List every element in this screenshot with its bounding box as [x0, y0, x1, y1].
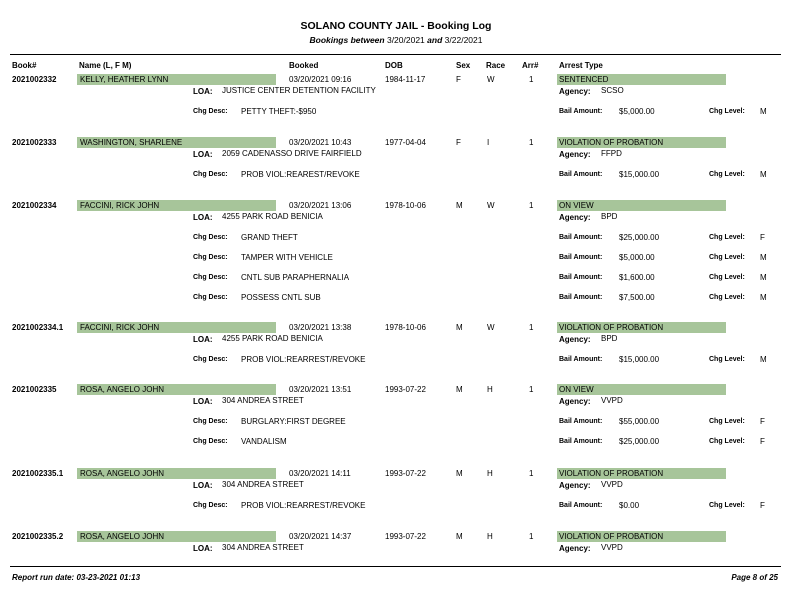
- end-date: 3/22/2021: [444, 35, 483, 45]
- book-number: 2021002335.2: [12, 532, 64, 541]
- col-book: Book#: [12, 61, 37, 70]
- arrest-count: 1: [529, 532, 534, 541]
- date-of-birth: 1977-04-04: [385, 138, 426, 147]
- page-number: Page 8 of 25: [731, 573, 778, 582]
- booked-time: 03/20/2021 13:38: [289, 323, 352, 332]
- bail-amount-label: Bail Amount:: [559, 502, 603, 509]
- bail-amount: $0.00: [619, 501, 640, 510]
- arrest-type: SENTENCED: [559, 75, 609, 84]
- arrest-count: 1: [529, 138, 534, 147]
- charge-level: F: [760, 501, 765, 510]
- charge-level: M: [760, 293, 767, 302]
- report-run-date: Report run date: 03-23-2021 01:13: [12, 573, 141, 582]
- loa-value: 304 ANDREA STREET: [222, 480, 304, 489]
- arrest-type: VIOLATION OF PROBATION: [559, 323, 664, 332]
- header-divider: [10, 54, 781, 55]
- charge-level: M: [760, 170, 767, 179]
- col-sex: Sex: [456, 61, 471, 70]
- chg-level-label: Chg Level:: [709, 294, 745, 301]
- loa-label: LOA:: [193, 150, 213, 159]
- chg-desc-label: Chg Desc:: [193, 438, 228, 445]
- sex-value: F: [456, 75, 461, 84]
- charge-description: CNTL SUB PARAPHERNALIA: [241, 273, 350, 282]
- bail-amount: $5,000.00: [619, 253, 655, 262]
- date-of-birth: 1978-10-06: [385, 201, 426, 210]
- chg-desc-label: Chg Desc:: [193, 356, 228, 363]
- sex-value: M: [456, 532, 463, 541]
- date-of-birth: 1984-11-17: [385, 75, 426, 84]
- arrest-type: VIOLATION OF PROBATION: [559, 532, 664, 541]
- agency-value: VVPD: [601, 543, 623, 552]
- charge-level: M: [760, 253, 767, 262]
- person-name: ROSA, ANGELO JOHN: [80, 469, 165, 478]
- arrest-type: VIOLATION OF PROBATION: [559, 138, 664, 147]
- subtitle-prefix: Bookings between: [309, 35, 385, 45]
- sex-value: M: [456, 323, 463, 332]
- charge-description: PROB VIOL:REARREST/REVOKE: [241, 501, 366, 510]
- arrest-count: 1: [529, 201, 534, 210]
- loa-label: LOA:: [193, 213, 213, 222]
- chg-level-label: Chg Level:: [709, 356, 745, 363]
- charge-description: PROB VIOL:REAREST/REVOKE: [241, 170, 360, 179]
- arrest-count: 1: [529, 385, 534, 394]
- chg-desc-label: Chg Desc:: [193, 418, 228, 425]
- chg-desc-label: Chg Desc:: [193, 108, 228, 115]
- person-name: ROSA, ANGELO JOHN: [80, 532, 165, 541]
- bail-amount-label: Bail Amount:: [559, 274, 603, 281]
- arrest-type: VIOLATION OF PROBATION: [559, 469, 664, 478]
- arrest-count: 1: [529, 323, 534, 332]
- sex-value: M: [456, 385, 463, 394]
- charge-description: PETTY THEFT:-$950: [241, 107, 317, 116]
- chg-level-label: Chg Level:: [709, 108, 745, 115]
- chg-level-label: Chg Level:: [709, 234, 745, 241]
- charge-level: M: [760, 355, 767, 364]
- footer-divider: [10, 566, 781, 567]
- chg-level-label: Chg Level:: [709, 502, 745, 509]
- person-name: FACCINI, RICK JOHN: [80, 323, 160, 332]
- race-value: H: [487, 469, 493, 478]
- bail-amount-label: Bail Amount:: [559, 294, 603, 301]
- booked-time: 03/20/2021 14:11: [289, 469, 351, 478]
- date-of-birth: 1993-07-22: [385, 469, 426, 478]
- booked-time: 03/20/2021 09:16: [289, 75, 352, 84]
- date-of-birth: 1993-07-22: [385, 385, 426, 394]
- chg-desc-label: Chg Desc:: [193, 294, 228, 301]
- charge-description: VANDALISM: [241, 437, 287, 446]
- arrest-count: 1: [529, 469, 534, 478]
- person-name: KELLY, HEATHER LYNN: [80, 75, 169, 84]
- loa-value: 304 ANDREA STREET: [222, 543, 304, 552]
- agency-label: Agency:: [559, 397, 591, 406]
- arrest-type: ON VIEW: [559, 201, 594, 210]
- loa-value: JUSTICE CENTER DETENTION FACILITY: [222, 86, 376, 95]
- bail-amount: $55,000.00: [619, 417, 660, 426]
- charge-level: M: [760, 107, 767, 116]
- race-value: H: [487, 385, 493, 394]
- charge-level: M: [760, 273, 767, 282]
- bail-amount-label: Bail Amount:: [559, 108, 603, 115]
- book-number: 2021002334: [12, 201, 57, 210]
- charge-level: F: [760, 437, 765, 446]
- charge-level: F: [760, 233, 765, 242]
- chg-desc-label: Chg Desc:: [193, 274, 228, 281]
- booked-time: 03/20/2021 13:51: [289, 385, 352, 394]
- agency-value: SCSO: [601, 86, 624, 95]
- charge-level: F: [760, 417, 765, 426]
- chg-desc-label: Chg Desc:: [193, 171, 228, 178]
- agency-label: Agency:: [559, 335, 591, 344]
- person-name: WASHINGTON, SHARLENE: [80, 138, 183, 147]
- bail-amount-label: Bail Amount:: [559, 171, 603, 178]
- race-value: W: [487, 323, 495, 332]
- agency-value: VVPD: [601, 480, 623, 489]
- booked-time: 03/20/2021 13:06: [289, 201, 352, 210]
- agency-label: Agency:: [559, 481, 591, 490]
- date-of-birth: 1993-07-22: [385, 532, 426, 541]
- agency-label: Agency:: [559, 213, 591, 222]
- sex-value: M: [456, 469, 463, 478]
- charge-description: PROB VIOL:REARREST/REVOKE: [241, 355, 366, 364]
- charge-description: POSSESS CNTL SUB: [241, 293, 321, 302]
- bail-amount-label: Bail Amount:: [559, 356, 603, 363]
- sex-value: M: [456, 201, 463, 210]
- bail-amount-label: Bail Amount:: [559, 418, 603, 425]
- bail-amount-label: Bail Amount:: [559, 254, 603, 261]
- bail-amount: $15,000.00: [619, 355, 660, 364]
- person-name: FACCINI, RICK JOHN: [80, 201, 160, 210]
- book-number: 2021002332: [12, 75, 57, 84]
- agency-value: BPD: [601, 334, 618, 343]
- col-dob: DOB: [385, 61, 403, 70]
- bail-amount: $25,000.00: [619, 233, 660, 242]
- col-booked: Booked: [289, 61, 319, 70]
- charge-description: BURGLARY:FIRST DEGREE: [241, 417, 346, 426]
- loa-label: LOA:: [193, 544, 213, 553]
- date-of-birth: 1978-10-06: [385, 323, 426, 332]
- report-subtitle: [0, 35, 792, 45]
- book-number: 2021002335: [12, 385, 57, 394]
- chg-level-label: Chg Level:: [709, 254, 745, 261]
- arrest-count: 1: [529, 75, 534, 84]
- agency-label: Agency:: [559, 87, 591, 96]
- chg-level-label: Chg Level:: [709, 274, 745, 281]
- loa-label: LOA:: [193, 481, 213, 490]
- person-name: ROSA, ANGELO JOHN: [80, 385, 165, 394]
- agency-label: Agency:: [559, 544, 591, 553]
- loa-value: 4255 PARK ROAD BENICIA: [222, 334, 323, 343]
- chg-desc-label: Chg Desc:: [193, 234, 228, 241]
- arrest-type: ON VIEW: [559, 385, 594, 394]
- col-arrest-type: Arrest Type: [559, 61, 603, 70]
- race-value: I: [487, 138, 490, 147]
- bail-amount-label: Bail Amount:: [559, 234, 603, 241]
- chg-level-label: Chg Level:: [709, 438, 745, 445]
- sex-value: F: [456, 138, 461, 147]
- book-number: 2021002333: [12, 138, 57, 147]
- race-value: W: [487, 201, 495, 210]
- loa-value: 2059 CADENASSO DRIVE FAIRFIELD: [222, 149, 362, 158]
- loa-label: LOA:: [193, 335, 213, 344]
- chg-level-label: Chg Level:: [709, 171, 745, 178]
- loa-label: LOA:: [193, 397, 213, 406]
- chg-desc-label: Chg Desc:: [193, 254, 228, 261]
- race-value: H: [487, 532, 493, 541]
- subtitle-and: and: [427, 35, 443, 45]
- booked-time: 03/20/2021 14:37: [289, 532, 352, 541]
- bail-amount: $1,600.00: [619, 273, 655, 282]
- bail-amount: $15,000.00: [619, 170, 660, 179]
- agency-value: FFPD: [601, 149, 622, 158]
- chg-level-label: Chg Level:: [709, 418, 745, 425]
- col-name: Name (L, F M): [79, 61, 132, 70]
- race-value: W: [487, 75, 495, 84]
- booked-time: 03/20/2021 10:43: [289, 138, 352, 147]
- report-title: SOLANO COUNTY JAIL - Booking Log: [300, 20, 492, 32]
- book-number: 2021002334.1: [12, 323, 64, 332]
- agency-value: BPD: [601, 212, 618, 221]
- col-race: Race: [486, 61, 506, 70]
- bail-amount-label: Bail Amount:: [559, 438, 603, 445]
- bail-amount: $5,000.00: [619, 107, 655, 116]
- book-number: 2021002335.1: [12, 469, 64, 478]
- charge-description: TAMPER WITH VEHICLE: [241, 253, 333, 262]
- chg-desc-label: Chg Desc:: [193, 502, 228, 509]
- loa-value: 4255 PARK ROAD BENICIA: [222, 212, 323, 221]
- bail-amount: $7,500.00: [619, 293, 655, 302]
- start-date: 3/20/2021: [386, 35, 425, 45]
- agency-value: VVPD: [601, 396, 623, 405]
- bail-amount: $25,000.00: [619, 437, 660, 446]
- charge-description: GRAND THEFT: [241, 233, 298, 242]
- col-arr: Arr#: [522, 61, 539, 70]
- loa-label: LOA:: [193, 87, 213, 96]
- loa-value: 304 ANDREA STREET: [222, 396, 304, 405]
- agency-label: Agency:: [559, 150, 591, 159]
